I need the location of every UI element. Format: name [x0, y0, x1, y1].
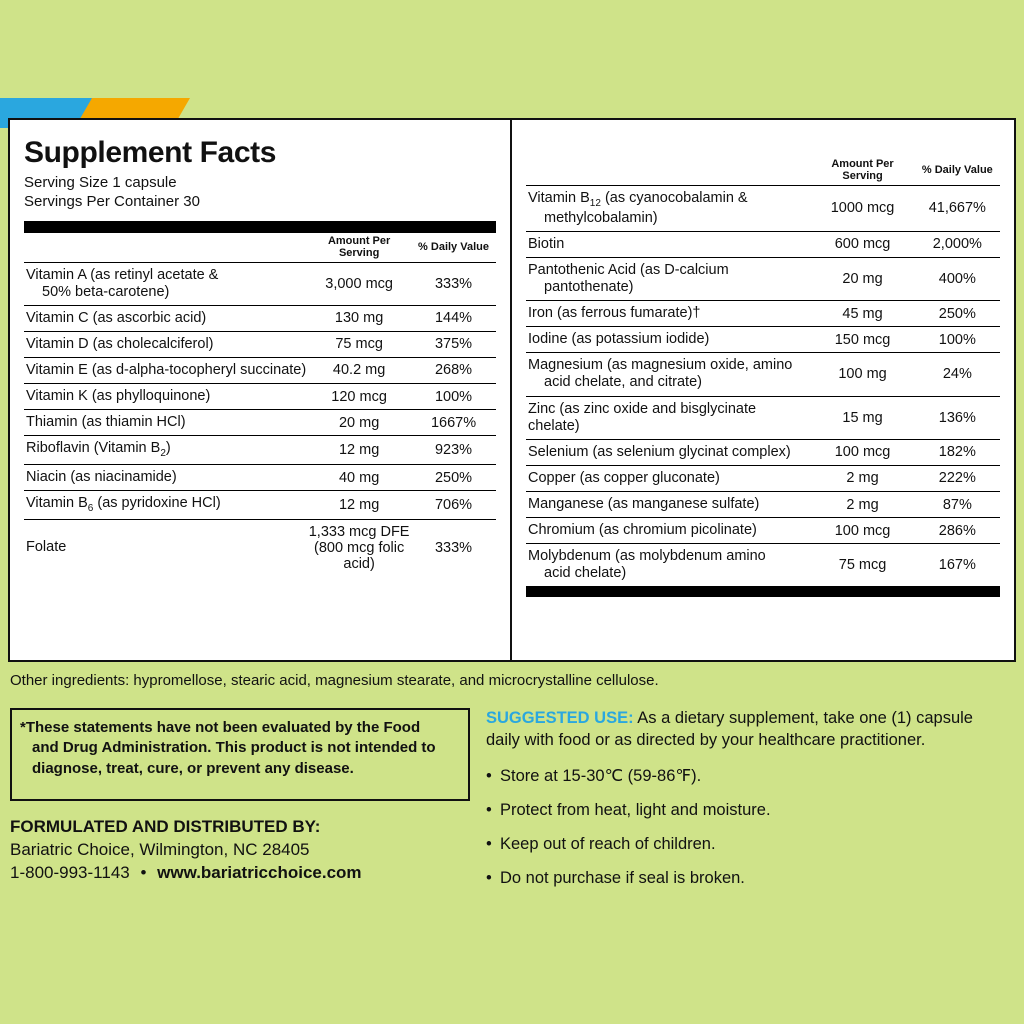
header-daily-value: % Daily Value [915, 156, 1000, 186]
nutrient-dv: 333% [434, 539, 473, 556]
table-row [526, 492, 1000, 518]
suggested-use-block [486, 708, 1006, 902]
bullet-text: Store at 15-30℃ (59-86℉). [500, 766, 702, 785]
nutrient-amount: 12 mg [307, 491, 411, 520]
header-amount-per-serving: Amount Per Serving [810, 156, 914, 186]
nutrient-dv: 167% [938, 557, 976, 574]
table-row [24, 491, 496, 520]
nutrient-name: Folate [26, 539, 67, 556]
table-row [24, 519, 496, 576]
servings-per-container: Servings Per Container 30 [24, 192, 200, 210]
company-address: Bariatric Choice, Wilmington, NC 28405 [10, 839, 310, 859]
nutrient-dv: 923% [411, 436, 496, 465]
nutrient-dv: 87% [915, 492, 1000, 518]
nutrient-dv: 268% [411, 357, 496, 383]
table-row [24, 384, 496, 410]
suggested-use-text: As a dietary supplement, take one (1) capsule daily with food or as directed by your healthcare practitioner. [486, 709, 973, 749]
nutrient-amount: 1000 mcg [810, 186, 914, 232]
nutrient-dv: 706% [411, 491, 496, 520]
nutrient-amount: 100 mcg [810, 439, 914, 465]
table-row [24, 464, 496, 490]
nutrient-amount-cont: (800 mcg folic acid) [313, 539, 405, 572]
nutrient-name-cont: acid chelate, and citrate) [544, 374, 702, 391]
supplement-facts-left-column [10, 120, 512, 660]
nutrient-dv: 144% [411, 305, 496, 331]
nutrient-dv: 286% [915, 518, 1000, 544]
table-row [526, 353, 1000, 396]
table-row [526, 301, 1000, 327]
nutrient-amount: 75 mcg [838, 557, 887, 574]
nutrient-amount: 45 mg [810, 301, 914, 327]
nutrient-name: Biotin [526, 231, 810, 257]
nutrient-dv: 250% [411, 464, 496, 490]
nutrient-amount: 120 mcg [307, 384, 411, 410]
separator-dot: • [140, 862, 147, 882]
bullet-icon: • [486, 766, 492, 785]
fda-disclaimer-box [10, 708, 470, 801]
disclaimer-line-2: and Drug Administration. This product is not intended to [32, 739, 436, 757]
bullet-icon: • [486, 868, 492, 887]
nutrient-name-cont: methylcobalamin) [544, 209, 658, 226]
disclaimer-line-1: *These statements have not been evaluated by the Food [20, 719, 421, 736]
nutrient-amount: 20 mg [810, 257, 914, 300]
nutrient-amount: 40.2 mg [307, 357, 411, 383]
table-row [24, 357, 496, 383]
nutrient-dv: 100% [915, 327, 1000, 353]
nutrient-amount: 130 mg [307, 305, 411, 331]
bullet-icon: • [486, 800, 492, 819]
nutrient-name-cont: pantothenate) [544, 279, 634, 296]
thick-divider-bottom [526, 586, 1000, 597]
nutrient-amount: 600 mcg [810, 231, 914, 257]
nutrient-dv: 24% [915, 353, 1000, 396]
table-row [24, 331, 496, 357]
header-blank [526, 156, 810, 186]
nutrient-name: Pantothenic Acid (as D-calcium [528, 261, 729, 278]
left-nutrients-table [24, 233, 496, 576]
table-row [24, 305, 496, 331]
nutrient-name: Riboflavin (Vitamin $B_2$) [24, 436, 307, 465]
header-blank [24, 233, 307, 263]
table-header-row [24, 233, 496, 263]
thick-divider-top [24, 221, 496, 233]
nutrient-amount: 12 mg [307, 436, 411, 465]
table-row [526, 257, 1000, 300]
suggested-use-label: SUGGESTED USE: [486, 709, 634, 727]
nutrient-name: Iron (as ferrous fumarate)† [526, 301, 810, 327]
right-nutrients-table [526, 156, 1000, 586]
nutrient-dv: 400% [915, 257, 1000, 300]
nutrient-name: Selenium (as selenium glycinat complex) [526, 439, 810, 465]
phone-number[interactable]: 1-800-993-1143 [10, 862, 130, 882]
nutrient-amount: 2 mg [810, 492, 914, 518]
list-item [486, 868, 1006, 890]
website-link[interactable]: www.bariatricchoice.com [157, 862, 362, 882]
nutrient-name: Zinc (as zinc oxide and bisglycinate chelate) [526, 396, 810, 439]
nutrient-name: Magnesium (as magnesium oxide, amino [528, 357, 793, 374]
nutrient-amount: 15 mg [810, 396, 914, 439]
nutrient-dv: 41,667% [915, 186, 1000, 232]
nutrient-amount: 100 mcg [810, 518, 914, 544]
nutrient-name: Vitamin D (as cholecalciferol) [24, 331, 307, 357]
nutrient-name: Chromium (as chromium picolinate) [526, 518, 810, 544]
table-row [526, 186, 1000, 232]
bullet-icon: • [486, 834, 492, 853]
table-row [24, 436, 496, 465]
manufacturer-block [10, 816, 480, 885]
nutrient-dv: 136% [915, 396, 1000, 439]
bullet-text: Keep out of reach of children. [500, 834, 716, 853]
table-row [526, 465, 1000, 491]
nutrient-dv: 2,000% [915, 231, 1000, 257]
nutrient-amount: 100 mg [810, 353, 914, 396]
nutrient-amount: 75 mcg [307, 331, 411, 357]
nutrient-dv: 333% [411, 262, 496, 305]
nutrient-dv: 1667% [411, 410, 496, 436]
bullet-text: Do not purchase if seal is broken. [500, 868, 745, 887]
nutrient-name: Vitamin A (as retinyl acetate & [26, 266, 219, 283]
nutrient-dv: 222% [915, 465, 1000, 491]
nutrient-name: Molybdenum (as molybdenum amino [528, 548, 766, 565]
nutrient-amount: 40 mg [307, 464, 411, 490]
list-item [486, 766, 1006, 788]
supplement-facts-panel [8, 118, 1016, 662]
table-row [526, 231, 1000, 257]
nutrient-name-cont: 50% beta-carotene) [42, 283, 170, 300]
nutrient-dv: 250% [915, 301, 1000, 327]
table-row [526, 327, 1000, 353]
other-ingredients: Other ingredients: hypromellose, stearic acid, magnesium stearate, and microcrystalline cellulose. [10, 672, 659, 689]
table-header-row [526, 156, 1000, 186]
header-amount-per-serving: Amount Per Serving [307, 233, 411, 263]
supplement-facts-right-column [512, 120, 1014, 660]
nutrient-amount: 150 mcg [810, 327, 914, 353]
nutrient-amount: 2 mg [810, 465, 914, 491]
nutrient-dv: 182% [915, 439, 1000, 465]
nutrient-name: Thiamin (as thiamin HCl) [24, 410, 307, 436]
formulated-by-title: FORMULATED AND DISTRIBUTED BY: [10, 817, 321, 836]
nutrient-dv: 100% [411, 384, 496, 410]
header-daily-value: % Daily Value [411, 233, 496, 263]
nutrient-name: Niacin (as niacinamide) [24, 464, 307, 490]
nutrient-name: Vitamin K (as phylloquinone) [24, 384, 307, 410]
serving-size: Serving Size 1 capsule [24, 174, 177, 191]
table-row [526, 518, 1000, 544]
table-row [526, 396, 1000, 439]
page-title: Supplement Facts [24, 136, 276, 169]
table-row [526, 544, 1000, 587]
nutrient-name: Vitamin E (as d-alpha-tocopheryl succinate) [24, 357, 307, 383]
nutrient-amount: 3,000 mcg [307, 262, 411, 305]
table-row [526, 439, 1000, 465]
nutrient-amount: 1,333 mcg DFE [308, 523, 410, 540]
table-row [24, 262, 496, 305]
nutrient-name: Manganese (as manganese sulfate) [526, 492, 810, 518]
bullet-text: Protect from heat, light and moisture. [500, 800, 771, 819]
nutrient-name-cont: acid chelate) [544, 565, 627, 582]
nutrient-amount: 20 mg [307, 410, 411, 436]
table-row [24, 410, 496, 436]
list-item [486, 800, 1006, 822]
nutrient-name: Iodine (as potassium iodide) [526, 327, 810, 353]
nutrient-name: Vitamin $B_6$ (as pyridoxine HCl) [24, 491, 307, 520]
nutrient-name: Vitamin $B_{12}$ (as cyanocobalamin & [528, 190, 748, 209]
nutrient-name: Copper (as copper gluconate) [526, 465, 810, 491]
list-item [486, 834, 1006, 856]
nutrient-name: Vitamin C (as ascorbic acid) [24, 305, 307, 331]
disclaimer-line-3: diagnose, treat, cure, or prevent any disease. [32, 759, 354, 777]
usage-bullet-list [486, 766, 1006, 890]
nutrient-dv: 375% [411, 331, 496, 357]
